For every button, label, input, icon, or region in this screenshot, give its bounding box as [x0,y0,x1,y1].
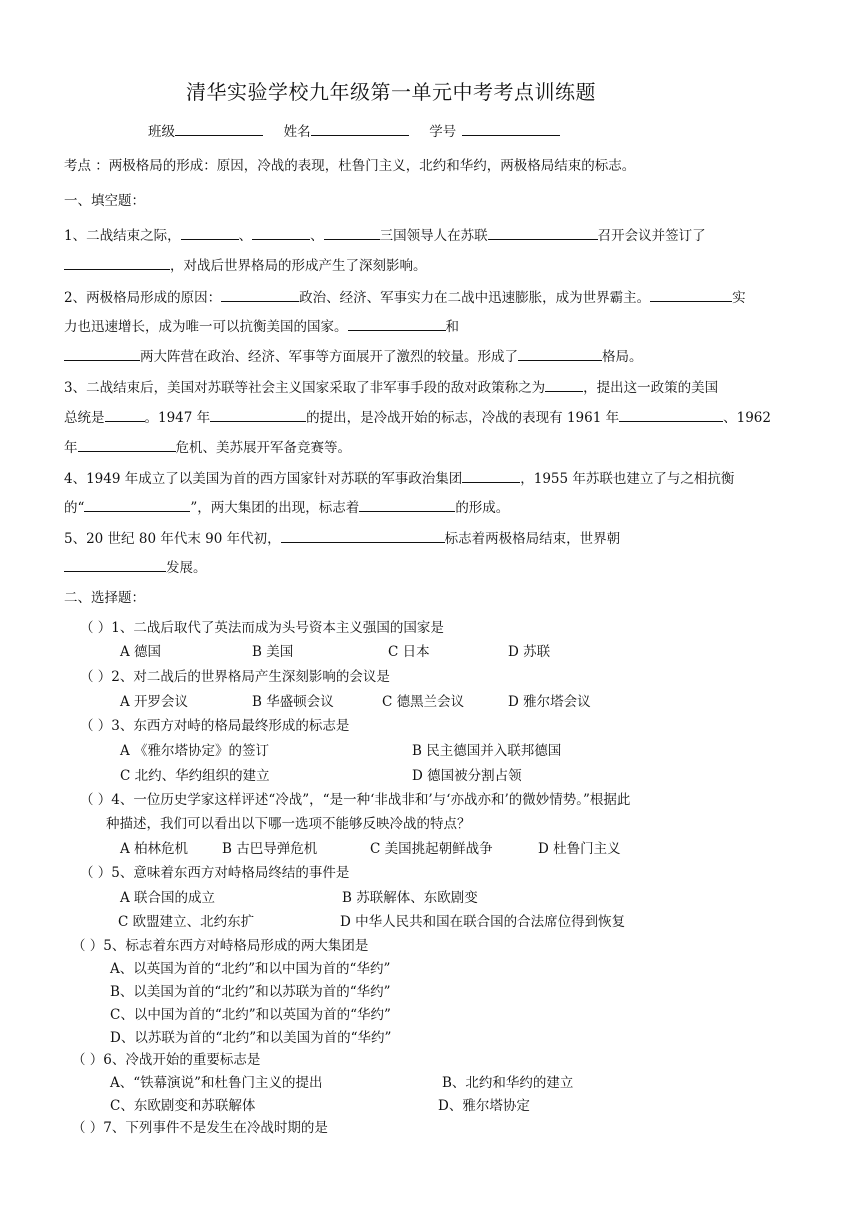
mc6-option-b[interactable]: B、以美国为首的“北约”和以苏联为首的“华约” [110,984,391,1000]
page-title: 清华实验学校九年级第一单元中考考点训练题 [186,80,596,104]
blank[interactable] [221,287,299,302]
mc1-option-b[interactable]: B 美国 [252,644,294,660]
mc1-option-a[interactable]: A 德国 [120,644,162,660]
blank[interactable] [252,225,310,240]
mc5-option-d[interactable]: D 中华人民共和国在联合国的合法席位得到恢复 [340,914,626,930]
mc5-option-a[interactable]: A 联合国的成立 [120,890,216,906]
section-choice: 二、选择题： [64,590,145,606]
blank[interactable] [348,316,446,331]
class-field[interactable] [175,121,263,136]
blank[interactable] [210,407,306,422]
mc6-option-c[interactable]: C、以中国为首的“北约”和以英国为首的“华约” [110,1007,391,1023]
q2-line3: 两大阵营在政治、经济、军事等方面展开了激烈的较量。形成了 格局。 [64,345,643,365]
name-label: 姓名 [283,124,311,140]
blank[interactable] [64,557,166,572]
mc5-stem: （ ）5、意味着东西方对峙格局终结的事件是 [80,865,350,881]
mc2-stem: （ ）2、对二战后的世界格局产生深刻影响的会议是 [80,669,390,685]
q3-line1: 3、二战结束后，美国对苏联等社会主义国家采取了非军事手段的敌对政策称之为 ，提出这一政策的美国 [64,376,718,396]
mc5-option-c[interactable]: C 欧盟建立、北约东扩 [118,914,255,930]
mc1-option-d[interactable]: D 苏联 [508,644,551,660]
mc4-option-d[interactable]: D 杜鲁门主义 [538,841,621,857]
mc5-option-b[interactable]: B 苏联解体、东欧剧变 [342,890,478,906]
mc3-option-a[interactable]: A 《雅尔塔协定》的签订 [120,743,270,759]
mc2-option-d[interactable]: D 雅尔塔会议 [508,694,591,710]
q1-line2: ，对战后世界格局的形成产生了深刻影响。 [64,254,427,274]
mc7-option-c[interactable]: C、东欧剧变和苏联解体 [110,1098,256,1114]
mc1-option-c[interactable]: C 日本 [388,644,430,660]
mc4-option-a[interactable]: A 柏林危机 [120,841,189,857]
q3-line2: 总统是 。1947 年 的提出，是冷战开始的标志，冷战的表现有 1961 年 、1962 [64,406,771,426]
blank[interactable] [64,346,140,361]
blank[interactable] [181,225,239,240]
mc2-option-b[interactable]: B 华盛顿会议 [252,694,334,710]
blank[interactable] [488,225,598,240]
mc4-option-b[interactable]: B 古巴导弹危机 [222,841,318,857]
mc7-option-a[interactable]: A、“铁幕演说”和杜鲁门主义的提出 [110,1075,323,1091]
q2-line2: 力也迅速增长，成为唯一可以抗衡美国的国家。 和 [64,315,459,335]
mc2-option-c[interactable]: C 德黑兰会议 [382,694,465,710]
blank[interactable] [650,287,732,302]
id-label: 学号 [429,124,457,140]
mc6-option-d[interactable]: D、以苏联为首的“北约”和以美国为首的“华约” [110,1030,392,1046]
mc4-stem: （ ）4、一位历史学家这样评述“冷战”，“是一种‘非战非和’与‘亦战亦和’的微妙情势。”根据此 [80,792,631,808]
blank[interactable] [462,468,520,483]
q4-line1: 4、1949 年成立了以美国为首的西方国家针对苏联的军事政治集团 ，1955 年苏联也建立了与之相抗衡 [64,467,734,487]
blank[interactable] [281,528,445,543]
q4-line2: 的“ ”，两大集团的出现，标志着 的形成。 [64,496,509,516]
blank[interactable] [324,225,380,240]
q2-line1: 2、两极格局形成的原因： 政治、经济、军事实力在二战中迅速膨胀，成为世界霸主。 实 [64,286,746,306]
mc1-stem: （ ）1、二战后取代了英法而成为头号资本主义强国的国家是 [80,620,444,636]
mc8-stem: （ ）7、下列事件不是发生在冷战时期的是 [72,1120,328,1136]
name-field[interactable] [311,121,409,136]
info-line [148,120,560,140]
blank[interactable] [619,407,723,422]
blank[interactable] [84,497,190,512]
mc3-option-b[interactable]: B 民主德国并入联邦德国 [412,743,562,759]
blank[interactable] [78,437,176,452]
blank[interactable] [518,346,602,361]
id-field[interactable] [462,121,560,136]
mc3-option-d[interactable]: D 德国被分割占领 [412,768,522,784]
mc4-stem-2: 种描述，我们可以看出以下哪一选项不能够反映冷战的特点？ [106,816,471,832]
mc6-stem: （ ）5、标志着东西方对峙格局形成的两大集团是 [72,938,369,954]
blank[interactable] [545,377,583,392]
q1-line1: 1、二战结束之际， 、 、 三国领导人在苏联 召开会议并签订了 [64,224,706,244]
blank[interactable] [105,407,145,422]
kaodian: 考点 ：两极格局的形成：原因，冷战的表现，杜鲁门主义，北约和华约，两极格局结束的标志。 [64,158,636,174]
mc7-option-d[interactable]: D、雅尔塔协定 [438,1098,530,1114]
q5-line2: 发展。 [64,556,207,576]
mc3-option-c[interactable]: C 北约、华约组织的建立 [120,768,270,784]
mc4-option-c[interactable]: C 美国挑起朝鲜战争 [370,841,493,857]
mc7-option-b[interactable]: B、北约和华约的建立 [442,1075,574,1091]
mc3-stem: （ ）3、东西方对峙的格局最终形成的标志是 [80,718,350,734]
mc7-stem: （ ）6、冷战开始的重要标志是 [72,1052,261,1068]
q3-line3: 年 危机、美苏展开军备竞赛等。 [64,436,351,456]
mc6-option-a[interactable]: A、以英国为首的“北约”和以中国为首的“华约” [110,961,391,977]
blank[interactable] [64,255,170,270]
blank[interactable] [359,497,455,512]
section-fill-in: 一、填空题： [64,193,145,209]
q5-line1: 5、20 世纪 80 年代末 90 年代初， 标志着两极格局结束，世界朝 [64,527,620,547]
class-label: 班级 [148,124,175,140]
mc2-option-a[interactable]: A 开罗会议 [120,694,189,710]
